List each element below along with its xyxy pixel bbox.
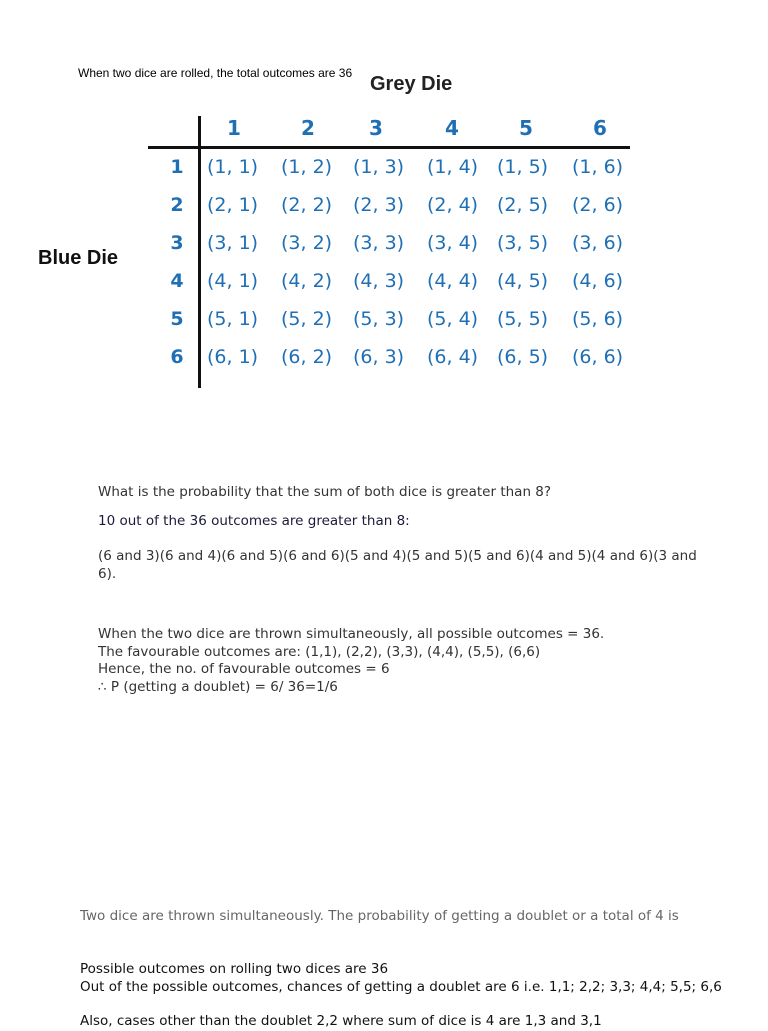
table-cell: (4, 1) [207,270,259,292]
table-cell: (6, 1) [207,346,259,368]
table-cell: (1, 5) [497,156,549,178]
table-cell: (4, 3) [353,270,405,292]
table-cell: (6, 2) [281,346,333,368]
table-cell: (1, 4) [427,156,479,178]
table-cell: (6, 5) [497,346,549,368]
col-header: 4 [445,116,459,140]
col-header: 6 [593,116,607,140]
answer-1-list: (6 and 3)(6 and 4)(6 and 5)(6 and 6)(5 and 4)(5 and 5)(5 and 6)(4 and 5)(4 and 6)(3 and 6). [98,548,697,582]
table-cell: (6, 3) [353,346,405,368]
table-cell: (3, 4) [427,232,479,254]
table-cell: (6, 6) [572,346,624,368]
blue-die-title: Blue Die [38,247,119,269]
table-cell: (3, 3) [353,232,405,254]
table-cell: (4, 2) [281,270,333,292]
row-header: 4 [170,270,184,292]
table-cell: (4, 4) [427,270,479,292]
table-cell: (1, 3) [353,156,405,178]
col-header: 5 [519,116,533,140]
doublet-line-2: The favourable outcomes are: (1,1), (2,2), (3,3), (4,4), (5,5), (6,6) [98,643,541,660]
table-cell: (5, 3) [353,308,405,330]
col-header: 1 [227,116,241,140]
row-header: 1 [170,156,184,178]
table-cell: (1, 2) [281,156,333,178]
table-cell: (3, 5) [497,232,549,254]
grey-die-title: Grey Die [370,73,453,95]
table-cell: (3, 2) [281,232,333,254]
table-cell: (2, 2) [281,194,333,216]
table-header-divider [148,146,630,149]
row-header: 2 [170,194,184,216]
table-cell: (3, 6) [572,232,624,254]
col-header: 3 [369,116,383,140]
table-cell: (5, 6) [572,308,624,330]
answer-1: 10 out of the 36 outcomes are greater than 8: [98,513,410,529]
row-header: 6 [170,346,184,368]
question-3: Two dice are thrown simultaneously. The probability of getting a doublet or a total of 4 is [80,908,679,924]
doublet-line-1: When the two dice are thrown simultaneously, all possible outcomes = 36. [98,626,605,642]
table-cell: (4, 6) [572,270,624,292]
table-cell: (6, 4) [427,346,479,368]
intro-text: When two dice are rolled, the total outcomes are 36 [78,66,353,80]
table-cell: (5, 5) [497,308,549,330]
q3-line-1: Possible outcomes on rolling two dices are 36 [80,961,389,977]
row-header: 3 [170,232,184,254]
q3-line-3: Also, cases other than the doublet 2,2 where sum of dice is 4 are 1,3 and 3,1 [80,1013,602,1029]
q3-line-2: Out of the possible outcomes, chances of getting a doublet are 6 i.e. 1,1; 2,2; 3,3; 4,4; 5,5; 6,6 [80,978,722,995]
table-cell: (2, 3) [353,194,405,216]
table-cell: (1, 6) [572,156,624,178]
table-cell: (3, 1) [207,232,259,254]
table-row-divider [198,116,201,388]
col-header: 2 [301,116,315,140]
row-header: 5 [170,308,184,330]
doublet-line-4: ∴ P (getting a doublet) = 6/ 36=1/6 [98,678,338,695]
table-cell: (2, 4) [427,194,479,216]
question-1: What is the probability that the sum of both dice is greater than 8? [98,484,552,500]
table-cell: (4, 5) [497,270,549,292]
doublet-line-3: Hence, the no. of favourable outcomes = 6 [98,661,390,677]
table-cell: (1, 1) [207,156,259,178]
table-cell: (5, 2) [281,308,333,330]
table-cell: (2, 5) [497,194,549,216]
table-cell: (2, 6) [572,194,624,216]
table-cell: (5, 1) [207,308,259,330]
table-cell: (5, 4) [427,308,479,330]
table-cell: (2, 1) [207,194,259,216]
